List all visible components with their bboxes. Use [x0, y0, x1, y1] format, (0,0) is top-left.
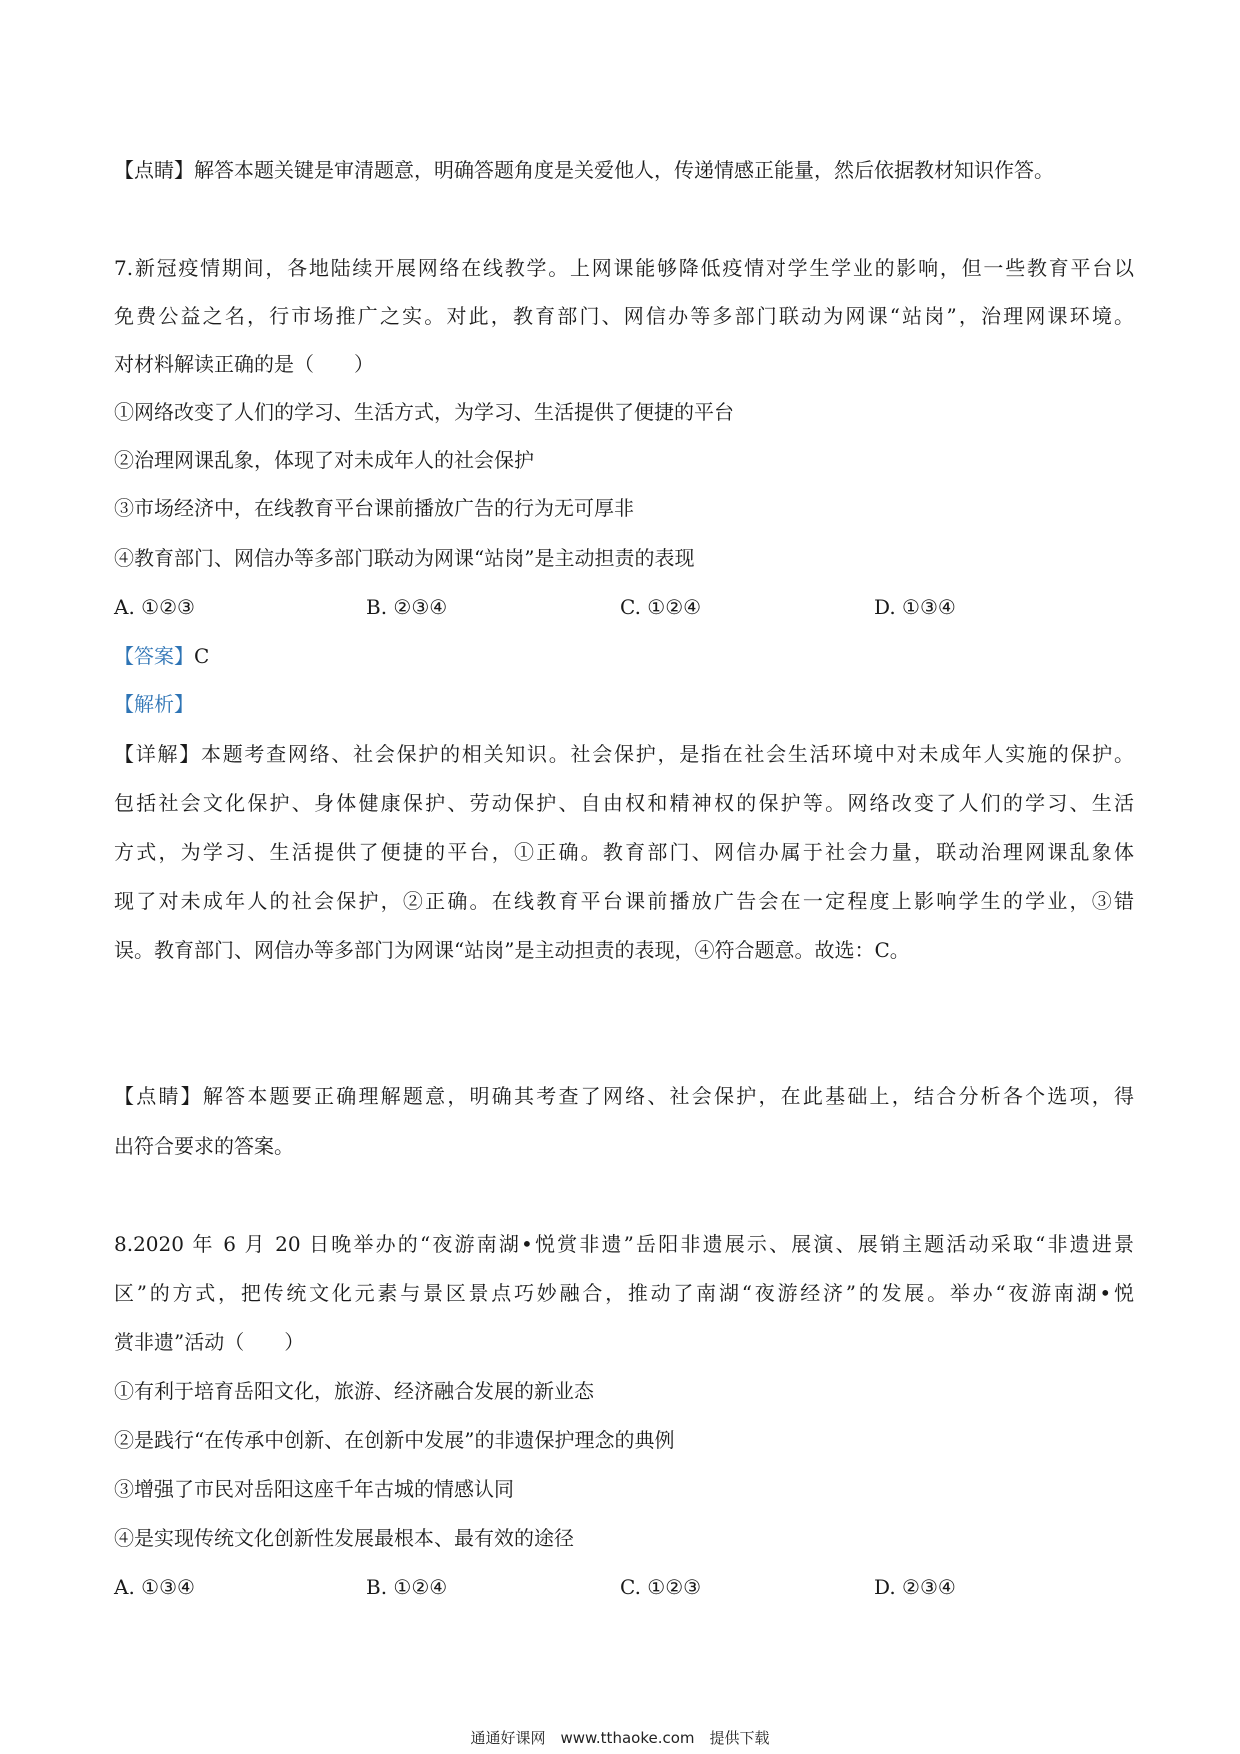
q8-option-a: A. ①③④ — [114, 1575, 195, 1599]
q7-answer — [114, 642, 1134, 670]
q7-statement-4: ④教育部门、网信办等多部门联动为网课“站岗”是主动担责的表现 — [114, 546, 695, 570]
analysis-label: 【解析】 — [114, 692, 194, 716]
q8-option-c: C. ①②③ — [620, 1575, 702, 1599]
q7-stem-line-2: 免费公益之名，行市场推广之实。对此，教育部门、网信办等多部门联动为网课“站岗”，治理网课环境。 — [114, 304, 1134, 328]
q7-option-a: A. ①②③ — [114, 595, 195, 619]
q7-detail-line-5: 误。教育部门、网信办等多部门为网课“站岗”是主动担责的表现，④符合题意。故选：C。 — [114, 938, 910, 962]
q8-statement-3: ③增强了市民对岳阳这座千年古城的情感认同 — [114, 1477, 514, 1501]
q8-option-d: D. ②③④ — [874, 1575, 956, 1599]
q7-detail-line-2: 包括社会文化保护、身体健康保护、劳动保护、自由权和精神权的保护等。网络改变了人们的学习、生活 — [114, 791, 1134, 815]
q8-stem-line-3: 赏非遗”活动（ ） — [114, 1330, 305, 1354]
q7-statement-1: ①网络改变了人们的学习、生活方式，为学习、生活提供了便捷的平台 — [114, 400, 734, 424]
q7-stem-line-1: 7.新冠疫情期间，各地陆续开展网络在线教学。上网课能够降低疫情对学生学业的影响，但一些教育平台以 — [114, 256, 1134, 280]
q7-option-c: C. ①②④ — [620, 595, 702, 619]
q7-statement-3: ③市场经济中，在线教育平台课前播放广告的行为无可厚非 — [114, 496, 634, 520]
q7-detail-line-4: 现了对未成年人的社会保护，②正确。在线教育平台课前播放广告会在一定程度上影响学生的学业，③错 — [114, 889, 1134, 913]
q8-stem-line-1: 8.2020 年 6 月 20 日晚举办的“夜游南湖•悦赏非遗”岳阳非遗展示、展演、展销主题活动采取“非遗进景 — [114, 1232, 1134, 1256]
q7-stem-line-3: 对材料解读正确的是（ ） — [114, 352, 374, 376]
q7-option-d: D. ①③④ — [874, 595, 956, 619]
q7-tip-line-1: 【点睛】解答本题要正确理解题意，明确其考查了网络、社会保护，在此基础上，结合分析各个选项，得 — [114, 1084, 1134, 1108]
q7-detail-line-1: 【详解】本题考查网络、社会保护的相关知识。社会保护，是指在社会生活环境中对未成年人实施的保护。 — [114, 742, 1134, 766]
q7-statement-2: ②治理网课乱象，体现了对未成年人的社会保护 — [114, 448, 534, 472]
q8-statement-2: ②是践行“在传承中创新、在创新中发展”的非遗保护理念的典例 — [114, 1428, 675, 1452]
q8-option-b: B. ①②④ — [366, 1575, 448, 1599]
q7-option-b: B. ②③④ — [366, 595, 448, 619]
q8-statement-1: ①有利于培育岳阳文化，旅游、经济融合发展的新业态 — [114, 1379, 594, 1403]
q8-statement-4: ④是实现传统文化创新性发展最根本、最有效的途径 — [114, 1526, 574, 1550]
tip-q6: 【点睛】解答本题关键是审清题意，明确答题角度是关爱他人，传递情感正能量，然后依据教材知识作答。 — [114, 158, 1054, 182]
page-footer: 通通好课网 www.tthaoke.com 提供下载 — [470, 1729, 770, 1747]
q8-stem-line-2: 区”的方式，把传统文化元素与景区景点巧妙融合，推动了南湖“夜游经济”的发展。举办“夜游南湖•悦 — [114, 1281, 1134, 1305]
answer-value: C — [194, 644, 210, 668]
q7-tip-line-2: 出符合要求的答案。 — [114, 1134, 294, 1158]
answer-label: 【答案】 — [114, 644, 194, 668]
q7-detail-line-3: 方式，为学习、生活提供了便捷的平台，①正确。教育部门、网信办属于社会力量，联动治理网课乱象体 — [114, 840, 1134, 864]
